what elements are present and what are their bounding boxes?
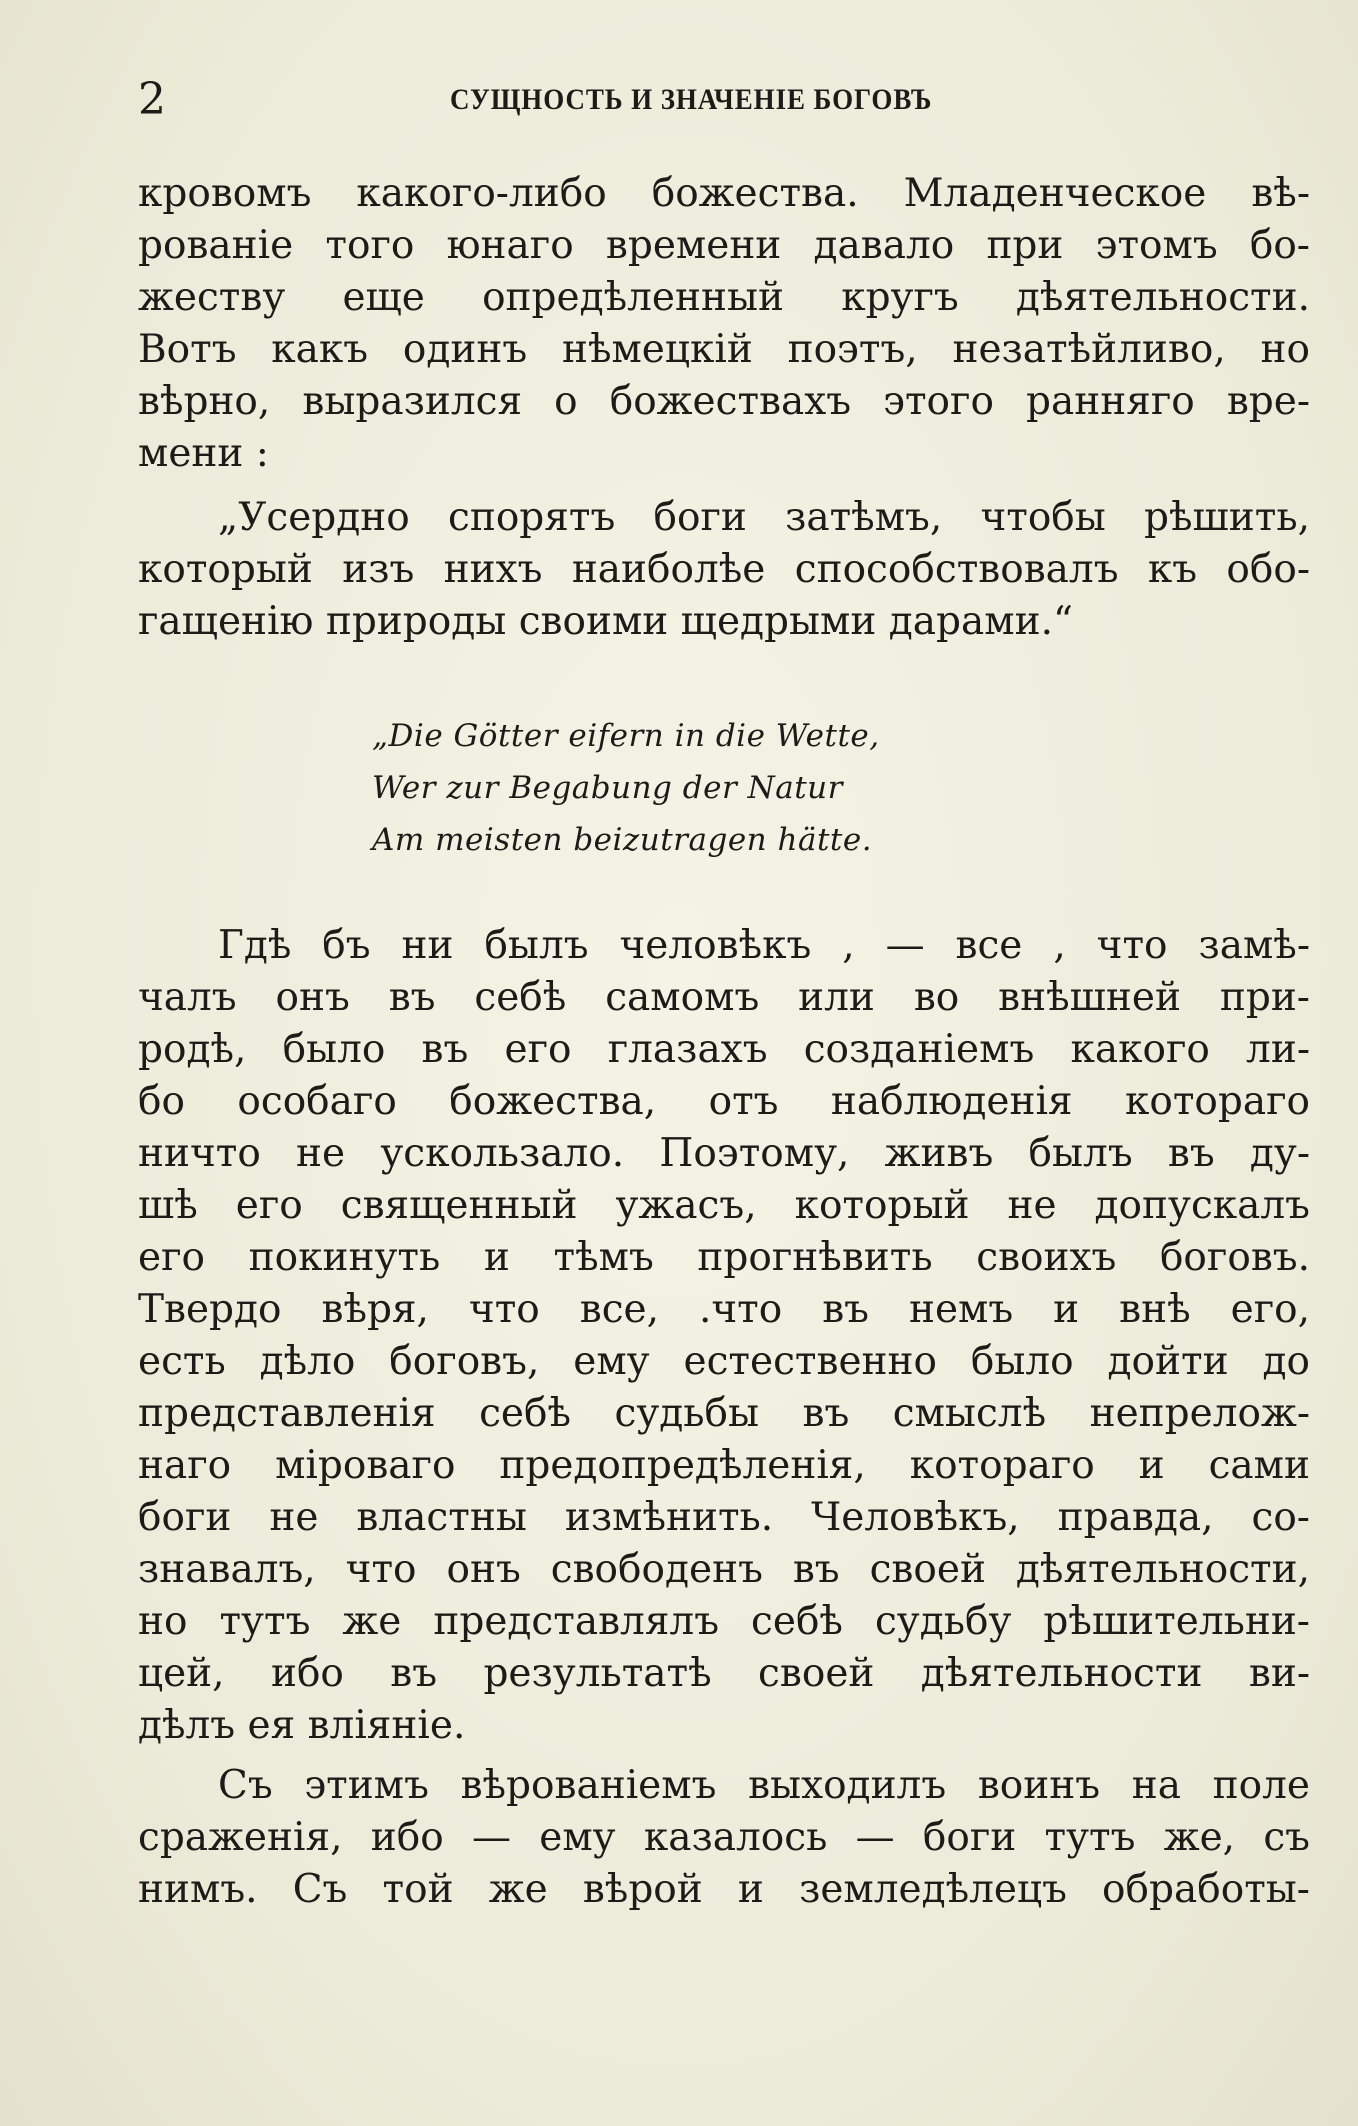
paragraph-3 (138, 1760, 1310, 1916)
text-line: сраженія, ибо — ему казалось — боги тутъ же, съ (138, 1815, 1310, 1860)
text-line: Твердо вѣря, что все, .что въ немъ и внѣ его, (138, 1287, 1310, 1332)
verse-line: „Die Götter eifern in die Wette, (372, 718, 880, 754)
text-line: рованіе того юнаго времени давало при этомъ бо- (138, 223, 1310, 268)
text-line: „Усердно спорятъ боги затѣмъ, чтобы рѣшить, (218, 495, 1310, 540)
text-line: гащенію природы своими щедрыми дарами.“ (138, 599, 1073, 644)
text-line: родѣ, было въ его глазахъ созданіемъ какого ли- (138, 1027, 1310, 1072)
text-line: бо особаго божества, отъ наблюденія котораго (138, 1079, 1310, 1124)
text-line: наго міроваго предопредѣленія, котораго и сами (138, 1443, 1310, 1488)
text-line: мени : (138, 431, 269, 476)
paragraph-2 (138, 920, 1310, 1752)
text-line: ничто не ускользало. Поэтому, живъ былъ въ ду- (138, 1131, 1310, 1176)
paragraph-1 (138, 168, 1310, 480)
text-line: его покинуть и тѣмъ прогнѣвить своихъ боговъ. (138, 1235, 1310, 1280)
text-line: шѣ его священный ужасъ, который не допускалъ (138, 1183, 1310, 1228)
text-line: есть дѣло боговъ, ему естественно было дойти до (138, 1339, 1310, 1384)
text-line: жеству еще опредѣленный кругъ дѣятельности. (138, 275, 1310, 320)
text-line: вѣрно, выразился о божествахъ этого ранняго вре- (138, 379, 1310, 424)
page-number: 2 (138, 74, 166, 125)
text-line: цей, ибо въ результатѣ своей дѣятельности ви- (138, 1651, 1310, 1696)
text-line: кровомъ какого-либо божества. Младенческое вѣ- (138, 171, 1310, 216)
verse-line: Wer zur Begabung der Natur (372, 770, 843, 806)
text-line: но тутъ же представлялъ себѣ судьбу рѣшительни- (138, 1599, 1310, 1644)
text-line: Съ этимъ вѣрованіемъ выходилъ воинъ на поле (218, 1763, 1310, 1808)
running-title: СУЩНОСТЬ И ЗНАЧЕНІЕ БОГОВЪ (450, 83, 933, 116)
text-line: дѣлъ ея вліяніе. (138, 1703, 466, 1748)
text-line: боги не властны измѣнить. Человѣкъ, правда, со- (138, 1495, 1310, 1540)
verse-line: Am meisten beizutragen hätte. (372, 822, 873, 858)
text-line: нимъ. Съ той же вѣрой и земледѣлецъ обработы- (138, 1867, 1310, 1912)
book-page (130, 70, 1310, 2110)
text-line: знавалъ, что онъ свободенъ въ своей дѣятельности, (138, 1547, 1310, 1592)
text-line: который изъ нихъ наиболѣе способствовалъ къ обо- (138, 547, 1310, 592)
text-line: Вотъ какъ одинъ нѣмецкій поэтъ, незатѣйливо, но (138, 327, 1310, 372)
running-head (130, 70, 1310, 130)
text-line: представленія себѣ судьбы въ смыслѣ непрелож- (138, 1391, 1310, 1436)
text-line: Гдѣ бъ ни былъ человѣкъ , — все , что замѣ- (218, 923, 1310, 968)
text-line: чалъ онъ въ себѣ самомъ или во внѣшней при- (138, 975, 1310, 1020)
quote-german (372, 710, 1072, 866)
quote-russian (138, 492, 1310, 648)
